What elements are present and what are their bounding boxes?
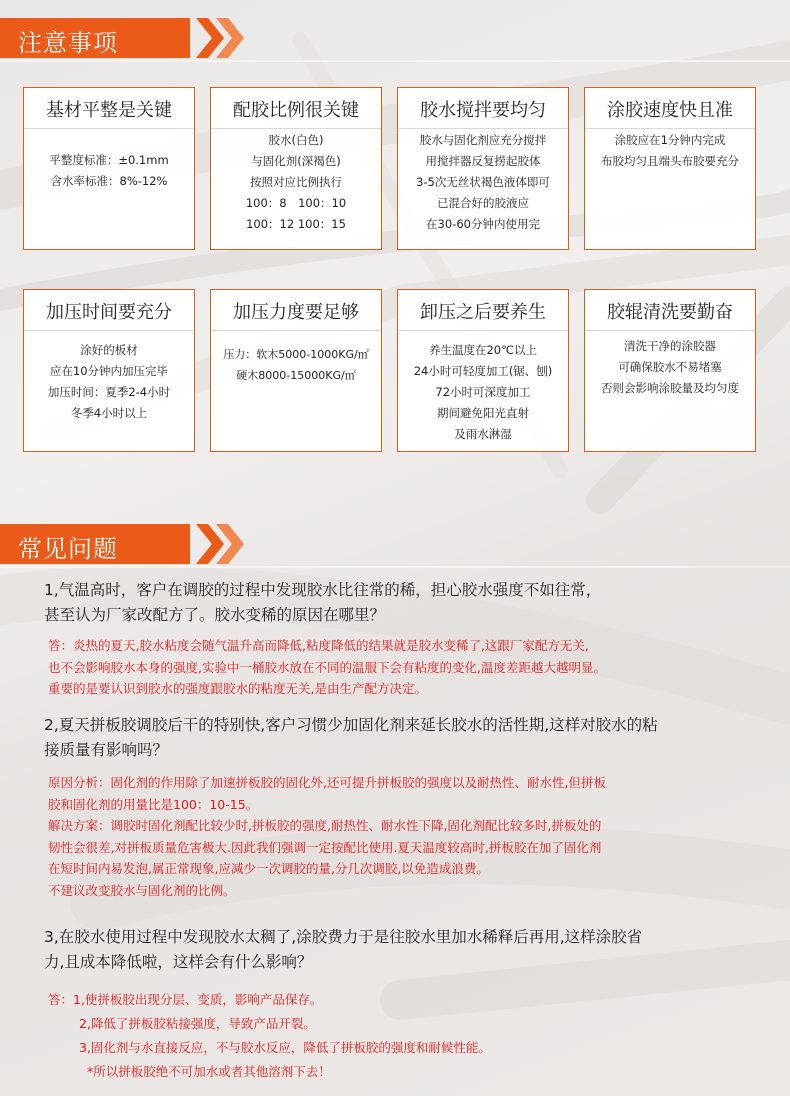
- note-line: 养生温度在20℃以上: [428, 343, 538, 357]
- note-line: 含水率标准：8%-12%: [50, 174, 168, 188]
- note-card-body: [587, 336, 753, 399]
- note-card-title: 配胶比例很关键: [233, 100, 359, 121]
- note-line: 布胶均匀且端头布胶要充分: [601, 154, 739, 168]
- answer-line: 2,降低了拼板胶粘接强度，导致产品开裂。: [79, 1016, 316, 1031]
- note-card-substrate: [23, 87, 195, 250]
- chevron-arrows-icon: [196, 18, 266, 58]
- answer-line: 答：炎热的夏天,胶水粘度会随气温升高而降低,粘度降低的结果就是胶水变稀了,这跟厂家配方无关,: [48, 638, 589, 653]
- note-card-title: 基材平整是关键: [46, 100, 172, 121]
- notes-section-header: [0, 14, 790, 66]
- note-line: 可确保胶水不易堵塞: [618, 360, 722, 374]
- note-card-divider: [398, 330, 568, 331]
- answer-line: 解决方案：调胶时固化剂配比较少时,拼板胶的强度,耐热性、耐水性下降,固化剂配比较多时,拼板处的: [48, 818, 602, 833]
- note-card-title: 卸压之后要养生: [420, 302, 546, 323]
- note-card-divider: [24, 128, 194, 129]
- note-line: 100：8 100：10: [245, 196, 347, 210]
- answer-line: 重要的是要认识到胶水的强度跟胶水的粘度无关,是由生产配方决定。: [48, 681, 427, 696]
- question-line: 3,在胶水使用过程中发现胶水太稠了,涂胶费力于是往胶水里加水稀释后再用,这样涂胶省: [44, 928, 643, 946]
- answer-line: 胶和固化剂的用量比是100：10-15。: [48, 796, 259, 812]
- faq-header-divider: [0, 566, 790, 568]
- note-card-title: 涂胶速度快且准: [607, 100, 733, 121]
- note-line: 平整度标准：±0.1mm: [49, 153, 169, 167]
- note-line: 已混合好的胶液应: [437, 196, 529, 210]
- note-card-body: [26, 150, 192, 192]
- faq-question-1: [44, 578, 601, 628]
- faq-section-header: [0, 520, 790, 572]
- note-line: 否则会影响涂胶量及均匀度: [601, 381, 739, 395]
- notes-header-divider: [0, 60, 790, 62]
- note-line: 清洗干净的涂胶器: [624, 339, 716, 353]
- note-card-divider: [585, 330, 755, 331]
- note-line: 按照对应比例执行: [250, 175, 342, 189]
- note-line: 在30-60分钟内使用完: [426, 217, 540, 231]
- faq-answer-1: [48, 635, 606, 700]
- note-card-divider: [211, 330, 381, 331]
- note-card-divider: [398, 128, 568, 129]
- note-card-body: [213, 344, 379, 386]
- note-card-body: [26, 340, 192, 424]
- note-card-stirring: [397, 87, 569, 250]
- note-line: 胶水(白色): [268, 133, 324, 147]
- note-line: 期间避免阳光直射: [437, 406, 529, 420]
- notes-section-title: 注意事项: [18, 29, 118, 57]
- faq-answer-2: [48, 772, 606, 901]
- faq-answer-3: [48, 988, 491, 1084]
- note-line: 与固化剂(深褐色): [251, 154, 341, 168]
- answer-line: 不建议改变胶水与固化剂的比例。: [48, 882, 236, 898]
- note-line: 24小时可轻度加工(锯、刨): [413, 364, 553, 378]
- question-line: 1,气温高时，客户在调胶的过程中发现胶水比往常的稀，担心胶水强度不如往常，: [44, 581, 602, 599]
- answer-line: *所以拼板胶绝不可加水或者其他溶剂下去！: [87, 1064, 331, 1079]
- chevron-arrows-icon: [196, 524, 266, 564]
- answer-line: 3,固化剂与水直接反应，不与胶水反应，降低了拼板胶的强度和耐候性能。: [79, 1040, 491, 1055]
- note-line: 加压时间：夏季2-4小时: [47, 385, 171, 399]
- note-card-curing: [397, 289, 569, 452]
- note-line: 3-5次无丝状褐色液体即可: [416, 175, 550, 189]
- note-line: 及雨水淋湿: [454, 427, 512, 441]
- note-card-title: 加压力度要足够: [233, 302, 359, 323]
- note-card-title: 胶辊清洗要勤奋: [607, 302, 733, 323]
- note-card-divider: [24, 330, 194, 331]
- note-card-divider: [585, 128, 755, 129]
- note-line: 涂好的板材: [80, 343, 138, 357]
- note-line: 硬木8000-15000KG/㎡: [236, 369, 356, 382]
- note-card-body: [400, 340, 566, 445]
- note-card-divider: [211, 128, 381, 129]
- answer-line: 在短时间内易发泡,属正常现象,应减少一次调胶的量,分几次调胶,以免造成浪费。: [48, 861, 489, 876]
- note-line: 72小时可深度加工: [435, 385, 531, 399]
- note-card-coating-speed: [584, 87, 756, 250]
- note-card-body: [400, 130, 566, 235]
- note-line: 应在10分钟内加压完毕: [49, 364, 169, 378]
- note-line: 涂胶应在1分钟内完成: [614, 133, 726, 147]
- answer-line: 答：1,使拼板胶出现分层、变质，影响产品保存。: [48, 992, 323, 1007]
- note-card-press-force: [210, 289, 382, 452]
- question-line: 甚至认为厂家改配方了。胶水变稀的原因在哪里？: [44, 606, 386, 624]
- note-line: 用搅拌器反复捞起胶体: [425, 154, 541, 168]
- note-line: 胶水与固化剂应充分搅拌: [419, 133, 547, 147]
- note-card-roller-cleaning: [584, 289, 756, 452]
- note-card-title: 胶水搅拌要均匀: [420, 100, 546, 121]
- note-card-body: [213, 130, 379, 235]
- question-line: 接质量有影响吗？: [44, 741, 169, 759]
- faq-question-3: [44, 925, 642, 975]
- question-line: 力,且成本降低啦，这样会有什么影响？: [44, 953, 313, 971]
- answer-line: 原因分析：固化剂的作用除了加速拼板胶的固化外,还可提升拼板胶的强度以及耐热性、耐水性,但拼板: [48, 775, 606, 790]
- question-line: 2,夏天拼板胶调胶后干的特别快,客户习惯少加固化剂来延长胶水的活性期,这样对胶水的粘: [44, 716, 658, 734]
- answer-line: 也不会影响胶水本身的强度,实验中一桶胶水放在不同的温服下会有粘度的变化,温度差距越大越明显。: [48, 659, 606, 675]
- note-card-press-time: [23, 289, 195, 452]
- note-card-mix-ratio: [210, 87, 382, 250]
- answer-line: 韧性会很差,对拼板质量危害极大.因此我们强调一定按配比使用.夏天温度较高时,拼板胶在加了固化剂: [48, 839, 602, 855]
- note-card-body: [587, 130, 753, 172]
- note-card-title: 加压时间要充分: [46, 302, 172, 323]
- note-line: 压力：软木5000-1000KG/㎡: [223, 348, 369, 361]
- note-line: 冬季4小时以上: [70, 406, 148, 420]
- faq-section-title: 常见问题: [18, 535, 118, 563]
- faq-question-2: [44, 713, 658, 763]
- note-line: 100：12 100：15: [246, 217, 346, 231]
